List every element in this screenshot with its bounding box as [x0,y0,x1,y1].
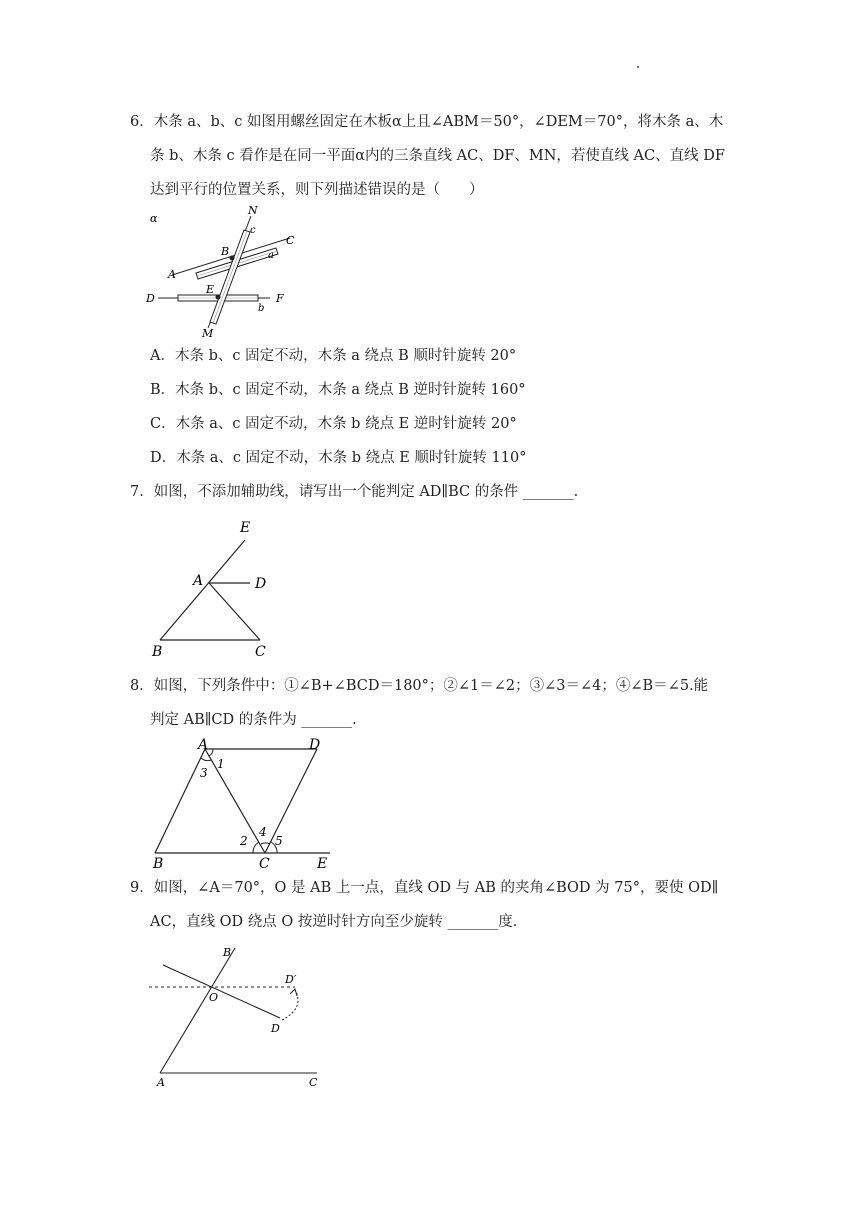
q6-text-line1: 6．木条 a、b、c 如图用螺丝固定在木板α上且∠ABM＝50°，∠DEM＝70°，将木条 a、木 [130,114,724,130]
q7-label-B: B [152,644,163,660]
q8-label-D: D [309,737,321,753]
q8-label-A: A [198,737,209,753]
q8-label-B: B [153,856,164,872]
q8-text-line1: 8．如图，下列条件中：①∠B+∠BCD＝180°；②∠1＝∠2；③∠3＝∠4；④∠B＝∠5.能 [130,678,709,694]
q8-label-C: C [259,856,270,872]
q6-label-F: F [276,292,284,305]
q9-label-A: A [157,1076,165,1089]
q9-text-line2: AC，直线 OD 绕点 O 按逆时针方向至少旋转 _______度. [150,914,518,930]
q8-text-line2: 判定 AB∥CD 的条件为 _______. [150,712,357,728]
q9-label-C: C [309,1076,318,1089]
q8-label-3: 3 [200,766,208,780]
q8-label-1: 1 [217,757,225,771]
q6-label-N: N [248,204,258,217]
q6-label-E: E [206,283,215,296]
q6-label-a-small: a [268,250,274,261]
q7-figure [145,512,285,662]
q6-option-d: D．木条 a、c 固定不动，木条 b 绕点 E 顺时针旋转 110° [150,450,527,466]
q6-label-C: C [286,234,295,247]
q6-text-line2: 条 b、木条 c 看作是在同一平面α内的三条直线 AC、DF、MN，若使直线 AC、直线 DF [150,148,725,164]
q6-figure [140,200,310,340]
q8-label-2: 2 [240,834,248,848]
q7-label-A: A [193,573,204,589]
q6-label-A: A [168,268,176,281]
q9-label-Dprime: D′ [285,973,297,986]
q8-label-5: 5 [275,834,283,848]
q7-label-C: C [255,644,266,660]
q6-option-b: B．木条 b、c 固定不动，木条 a 绕点 B 逆时针旋转 160° [150,382,526,398]
q6-label-alpha: α [150,212,158,225]
q8-label-4: 4 [259,825,267,839]
scan-speck [637,66,639,68]
q9-label-D: D [271,1022,280,1035]
q7-text-line1: 7．如图，不添加辅助线，请写出一个能判定 AD∥BC 的条件 _______. [130,484,579,500]
q6-option-a: A．木条 b、c 固定不动，木条 a 绕点 B 顺时针旋转 20° [150,348,517,364]
q9-figure [145,940,335,1090]
q7-label-D: D [255,576,267,592]
q6-text-line3: 达到平行的位置关系，则下列描述错误的是（ ） [150,182,484,198]
q6-label-B: B [221,245,230,258]
q8-label-E: E [317,856,328,872]
q9-label-B: B [223,946,232,959]
q6-option-c: C．木条 a、c 固定不动，木条 b 绕点 E 逆时针旋转 20° [150,416,517,432]
q6-label-c-small: c [250,225,256,236]
q9-text-line1: 9．如图，∠A＝70°，O 是 AB 上一点，直线 OD 与 AB 的夹角∠BOD 为 75°，要使 OD∥ [130,880,719,896]
q8-figure [145,736,345,872]
q6-label-b-small: b [258,303,265,314]
q7-label-E: E [240,520,251,536]
q9-label-O: O [209,991,219,1004]
q6-label-D: D [146,292,155,305]
q6-label-M: M [202,327,214,340]
